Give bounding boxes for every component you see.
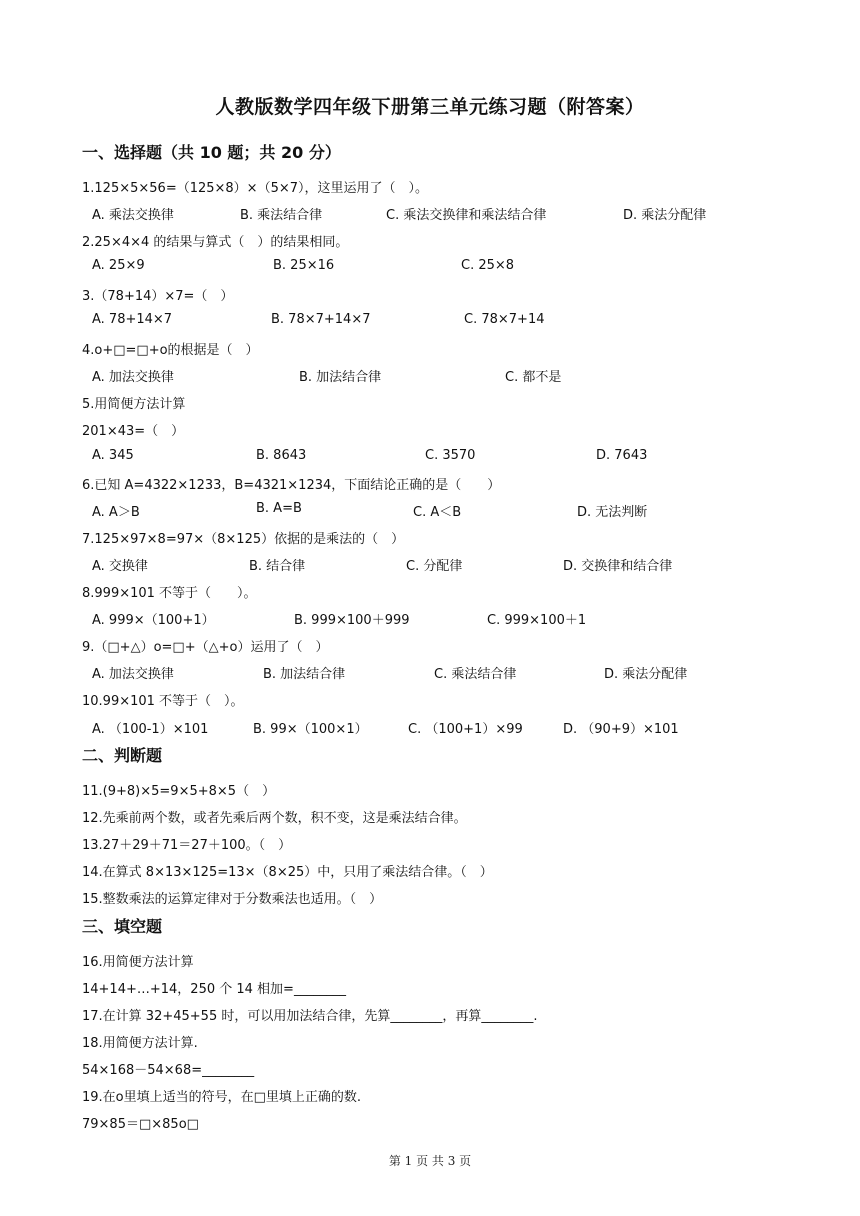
q2-option-b: B. 25×16 (273, 258, 335, 273)
q2-option-c: C. 25×8 (461, 258, 515, 273)
q7-option-d: D. 交换律和结合律 (563, 559, 673, 574)
q8-option-a: A. 999×（100+1） (92, 613, 215, 628)
question-8-stem: 8.999×101 不等于（ ）。 (82, 586, 257, 601)
q1-option-b: B. 乘法结合律 (240, 208, 323, 223)
q10-option-b: B. 99×（100×1） (253, 722, 368, 737)
question-6-stem: 6.已知 A=4322×1233，B=4321×1234，下面结论正确的是（ ） (82, 478, 501, 493)
q9-option-d: D. 乘法分配律 (604, 667, 688, 682)
judge-item: 13.27＋29＋71＝27＋100。（ ） (82, 838, 292, 853)
q8-option-c: C. 999×100＋1 (487, 613, 587, 628)
fill-item: 17.在计算 32+45+55 时，可以用加法结合律，先算________，再算________. (82, 1009, 538, 1024)
judge-item: 11.(9+8)×5=9×5+8×5（ ） (82, 784, 276, 799)
judge-item: 12.先乘前两个数，或者先乘后两个数，积不变，这是乘法结合律。 (82, 811, 467, 826)
q10-option-d: D. （90+9）×101 (563, 722, 679, 737)
judge-item: 15.整数乘法的运算定律对于分数乘法也适用。（ ） (82, 892, 383, 907)
fill-item: 18.用简便方法计算. (82, 1036, 198, 1051)
page-footer: 第 1 页 共 3 页 (388, 1154, 472, 1168)
question-5-stem: 5.用简便方法计算 (82, 397, 186, 412)
q7-option-b: B. 结合律 (249, 559, 306, 574)
section-choice-heading: 一、选择题（共 10 题；共 20 分） (82, 143, 341, 162)
q3-option-c: C. 78×7+14 (464, 312, 545, 327)
q7-option-c: C. 分配律 (406, 559, 463, 574)
question-10-stem: 10.99×101 不等于（ ）。 (82, 694, 244, 709)
question-4-stem: 4.o+□=□+o的根据是（ ） (82, 343, 259, 358)
q2-option-a: A. 25×9 (92, 258, 145, 273)
question-7-stem: 7.125×97×8=97×（8×125）依据的是乘法的（ ） (82, 532, 405, 547)
q5-option-c: C. 3570 (425, 448, 476, 463)
judge-item: 14.在算式 8×13×125=13×（8×25）中，只用了乘法结合律。（ ） (82, 865, 493, 880)
q9-option-c: C. 乘法结合律 (434, 667, 517, 682)
q10-option-a: A. （100-1）×101 (92, 722, 209, 737)
q8-option-b: B. 999×100＋999 (294, 613, 410, 628)
q6-option-b: B. A=B (256, 501, 302, 516)
q6-option-a: A. A＞B (92, 505, 140, 520)
question-2-stem: 2.25×4×4 的结果与算式（ ）的结果相同。 (82, 235, 349, 250)
q5-option-b: B. 8643 (256, 448, 307, 463)
q3-option-a: A. 78+14×7 (92, 312, 173, 327)
q7-option-a: A. 交换律 (92, 559, 148, 574)
q10-option-c: C. （100+1）×99 (408, 722, 523, 737)
q3-option-b: B. 78×7+14×7 (271, 312, 371, 327)
q4-option-b: B. 加法结合律 (299, 370, 382, 385)
q9-option-a: A. 加法交换律 (92, 667, 174, 682)
q5-option-a: A. 345 (92, 448, 134, 463)
question-1-stem: 1.125×5×56=（125×8）×（5×7），这里运用了（ ）。 (82, 181, 429, 196)
q9-option-b: B. 加法结合律 (263, 667, 346, 682)
q4-option-c: C. 都不是 (505, 370, 562, 385)
question-9-stem: 9.（□+△）o=□+（△+o）运用了（ ） (82, 640, 329, 655)
fill-item: 19.在o里填上适当的符号，在□里填上正确的数. (82, 1090, 362, 1105)
question-5-expression: 201×43=（ ） (82, 424, 185, 439)
q1-option-d: D. 乘法分配律 (623, 208, 707, 223)
q1-option-c: C. 乘法交换律和乘法结合律 (386, 208, 547, 223)
page-title: 人教版数学四年级下册第三单元练习题（附答案） (215, 96, 645, 118)
q6-option-c: C. A＜B (413, 505, 462, 520)
q4-option-a: A. 加法交换律 (92, 370, 174, 385)
question-3-stem: 3.（78+14）×7=（ ） (82, 289, 234, 304)
fill-item: 54×168－54×68=________ (82, 1063, 255, 1078)
q6-option-d: D. 无法判断 (577, 505, 648, 520)
section-fill-heading: 三、填空题 (82, 917, 163, 936)
fill-item: 16.用简便方法计算 (82, 955, 194, 970)
q5-option-d: D. 7643 (596, 448, 648, 463)
section-judge-heading: 二、判断题 (82, 746, 163, 765)
q1-option-a: A. 乘法交换律 (92, 208, 174, 223)
fill-item: 79×85＝□×85o□ (82, 1117, 199, 1132)
fill-item: 14+14+…+14，250 个 14 相加=________ (82, 982, 346, 997)
